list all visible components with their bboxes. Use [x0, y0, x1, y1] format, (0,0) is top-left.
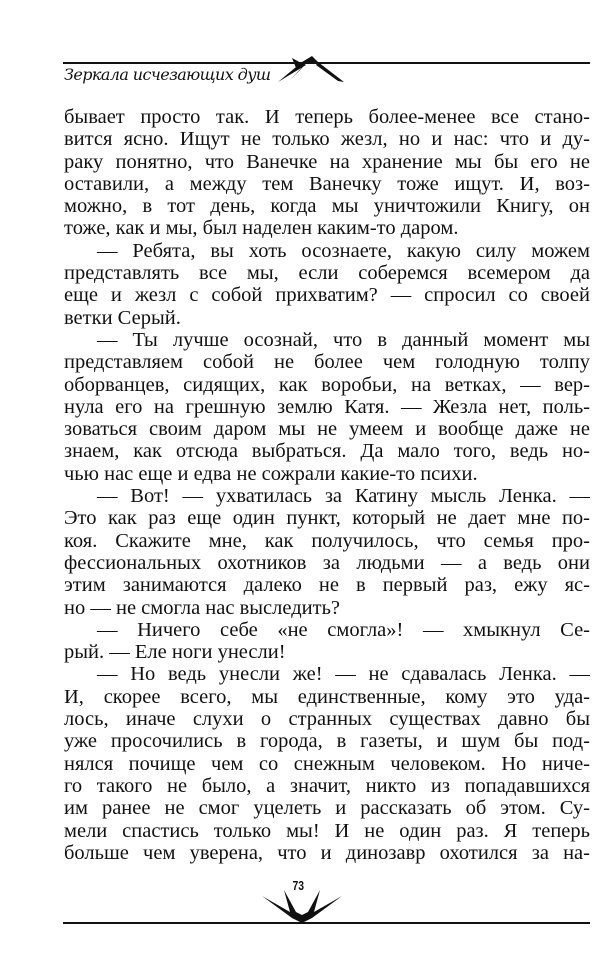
text-line: — Ты лучше осознай, что в данный момент мы	[97, 328, 590, 351]
text-line: еще и жезл с собой прихватим? — спросил со своей	[64, 284, 590, 307]
page-number: 73	[292, 878, 305, 893]
footer-rule	[63, 922, 590, 924]
text-line: рый. — Еле ноги унесли!	[64, 641, 286, 664]
paragraph	[64, 663, 590, 864]
paragraph	[64, 106, 590, 240]
body-text	[64, 106, 590, 864]
paragraph	[64, 619, 590, 664]
paragraph	[64, 240, 590, 329]
text-line: фессиональных охотников за людьми — а ведь они	[64, 551, 590, 574]
text-line: чью нас еще и едва не сожрали какие-то психи.	[64, 462, 478, 485]
starburst-ornament-icon	[262, 890, 342, 924]
text-line: нула его на грешную землю Катя. — Жезла нет, поль-	[64, 395, 590, 418]
text-line: мели спастись только мы! И не один раз. Я теперь	[64, 819, 590, 842]
text-line: уже просочились в города, в газеты, и шум бы под-	[64, 730, 590, 753]
text-line: этим занимаются далеко не в первый раз, ежу яс-	[64, 574, 590, 597]
paragraph	[64, 329, 590, 485]
text-line: тоже, как и мы, был наделен каким-то даром.	[64, 217, 459, 240]
text-line: представлять все мы, если соберемся всемером да	[64, 262, 590, 285]
text-line: им ранее не смог уцелеть и рассказать об этом. Су-	[64, 797, 590, 820]
text-line: Это как раз еще один пункт, который не дает мне по-	[64, 507, 590, 530]
text-line: можно, в тот день, когда мы уничтожили Книгу, он	[64, 195, 590, 218]
text-line: но — не смогла нас выследить?	[64, 596, 341, 619]
text-line: И, скорее всего, мы единственные, кому это уда-	[64, 685, 590, 708]
paragraph	[64, 485, 590, 619]
text-line: раку понятно, что Ванечке на хранение мы бы его не	[64, 150, 590, 173]
text-line: ветки Серый.	[64, 306, 181, 329]
text-line: — Ребята, вы хоть осознаете, какую силу можем	[97, 239, 590, 262]
text-line: зоваться своим даром мы не умеем и вообще даже не	[64, 418, 590, 441]
text-line: — Вот! — ухватилась за Катину мысль Ленка. —	[97, 485, 590, 508]
text-line: — Ничего себе «не смогла»! — хмыкнул Се-	[97, 618, 590, 641]
text-line: нялся почище чем со снежным человеком. Но ниче-	[64, 752, 590, 775]
text-line: оставили, а между тем Ванечку тоже ищут. И, воз-	[64, 172, 590, 195]
text-line: больше чем уверена, что и динозавр охотился за на-	[64, 841, 590, 864]
text-line: знаем, как отсюда выбраться. Да мало того, ведь но-	[64, 440, 590, 463]
text-line: оборванцев, сидящих, как воробьи, на ветках, — вер-	[64, 373, 590, 396]
starburst-ornament-icon	[272, 56, 352, 84]
text-line: представляем собой не более чем голодную толпу	[64, 351, 590, 374]
text-line: — Но ведь унесли же! — не сдавалась Ленка. —	[97, 663, 590, 686]
text-line: вится ясно. Ищут не только жезл, но и нас: что и ду-	[64, 128, 590, 151]
text-line: бывает просто так. И теперь более-менее все стано-	[64, 106, 590, 128]
text-line: го такого не было, а значит, никто из попадавшихся	[64, 774, 590, 797]
text-line: коя. Скажите мне, как получилось, что семья про-	[64, 529, 590, 552]
running-title: Зеркала исчезающих душ	[64, 65, 271, 84]
text-line: лось, иначе слухи о странных существах давно бы	[64, 708, 590, 731]
